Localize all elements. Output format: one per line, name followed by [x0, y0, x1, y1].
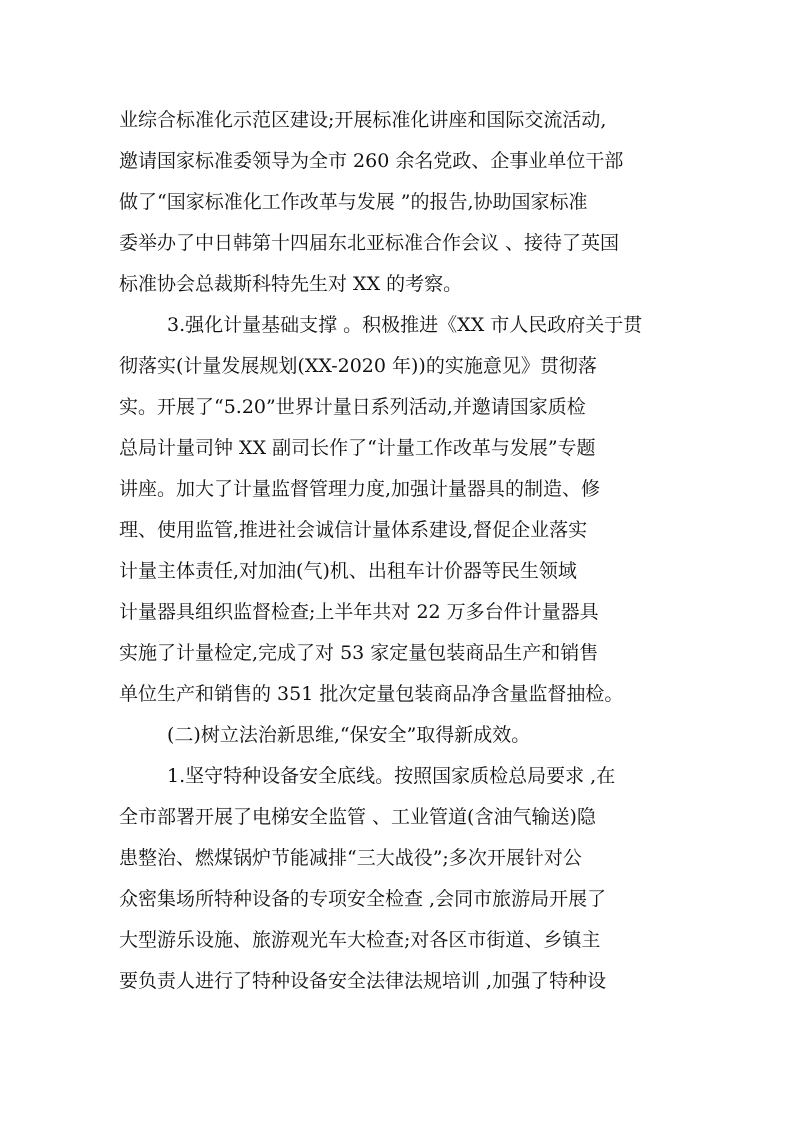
- body-text-line: 委举办了中日韩第十四届东北亚标准合作会议 、接待了英国: [119, 232, 620, 254]
- body-text-line: 总局计量司钟 XX 副司长作了“计量工作改革与发展”专题: [119, 437, 596, 459]
- paragraph-start-line: 1.坚守特种设备安全底线。按照国家质检总局要求 ,在: [167, 765, 616, 787]
- body-text-line: 标准协会总裁斯科特先生对 XX 的考察。: [119, 273, 463, 295]
- body-text-line: 大型游乐设施、旅游观光车大检查;对各区市街道、乡镇主: [119, 929, 601, 951]
- body-text-line: 邀请国家标准委领导为全市 260 余名党政、企事业单位干部: [119, 150, 624, 172]
- body-text-line: 讲座。加大了计量监督管理力度,加强计量器具的制造、修: [119, 478, 601, 500]
- body-text-line: 理、使用监管,推进社会诚信计量体系建设,督促企业落实: [119, 519, 588, 541]
- body-text-line: 实。开展了“5.20”世界计量日系列活动,并邀请国家质检: [119, 396, 586, 418]
- body-text-line: 计量器具组织监督检查;上半年共对 22 万多台件计量器具: [119, 601, 599, 623]
- body-text-line: 众密集场所特种设备的专项安全检查 ,会同市旅游局开展了: [119, 888, 607, 910]
- body-text-line: 单位生产和销售的 351 批次定量包装商品净含量监督抽检。: [119, 683, 624, 705]
- body-text-line: 做了“国家标准化工作改革与发展 ”的报告,协助国家标准: [119, 191, 588, 213]
- body-text-line: 患整治、燃煤锅炉节能减排“三大战役”;多次开展针对公: [119, 847, 582, 869]
- body-text-line: 计量主体责任,对加油(气)机、出租车计价器等民生领域: [119, 560, 577, 582]
- body-text-line: 实施了计量检定,完成了对 53 家定量包装商品生产和销售: [119, 642, 599, 664]
- body-text-line: 业综合标准化示范区建设;开展标准化讲座和国际交流活动,: [119, 109, 607, 131]
- paragraph-start-line: 3.强化计量基础支撑 。积极推进《XX 市人民政府关于贯: [167, 314, 643, 336]
- body-text-line: 要负责人进行了特种设备安全法律法规培训 ,加强了特种设: [119, 970, 607, 992]
- body-text-line: 彻落实(计量发展规划(XX-2020 年))的实施意见》贯彻落: [119, 355, 597, 377]
- body-text-line: 全市部署开展了电梯安全监管 、工业管道(含油气输送)隐: [119, 806, 596, 828]
- section-heading: (二)树立法治新思维,“保安全”取得新成效。: [167, 724, 531, 746]
